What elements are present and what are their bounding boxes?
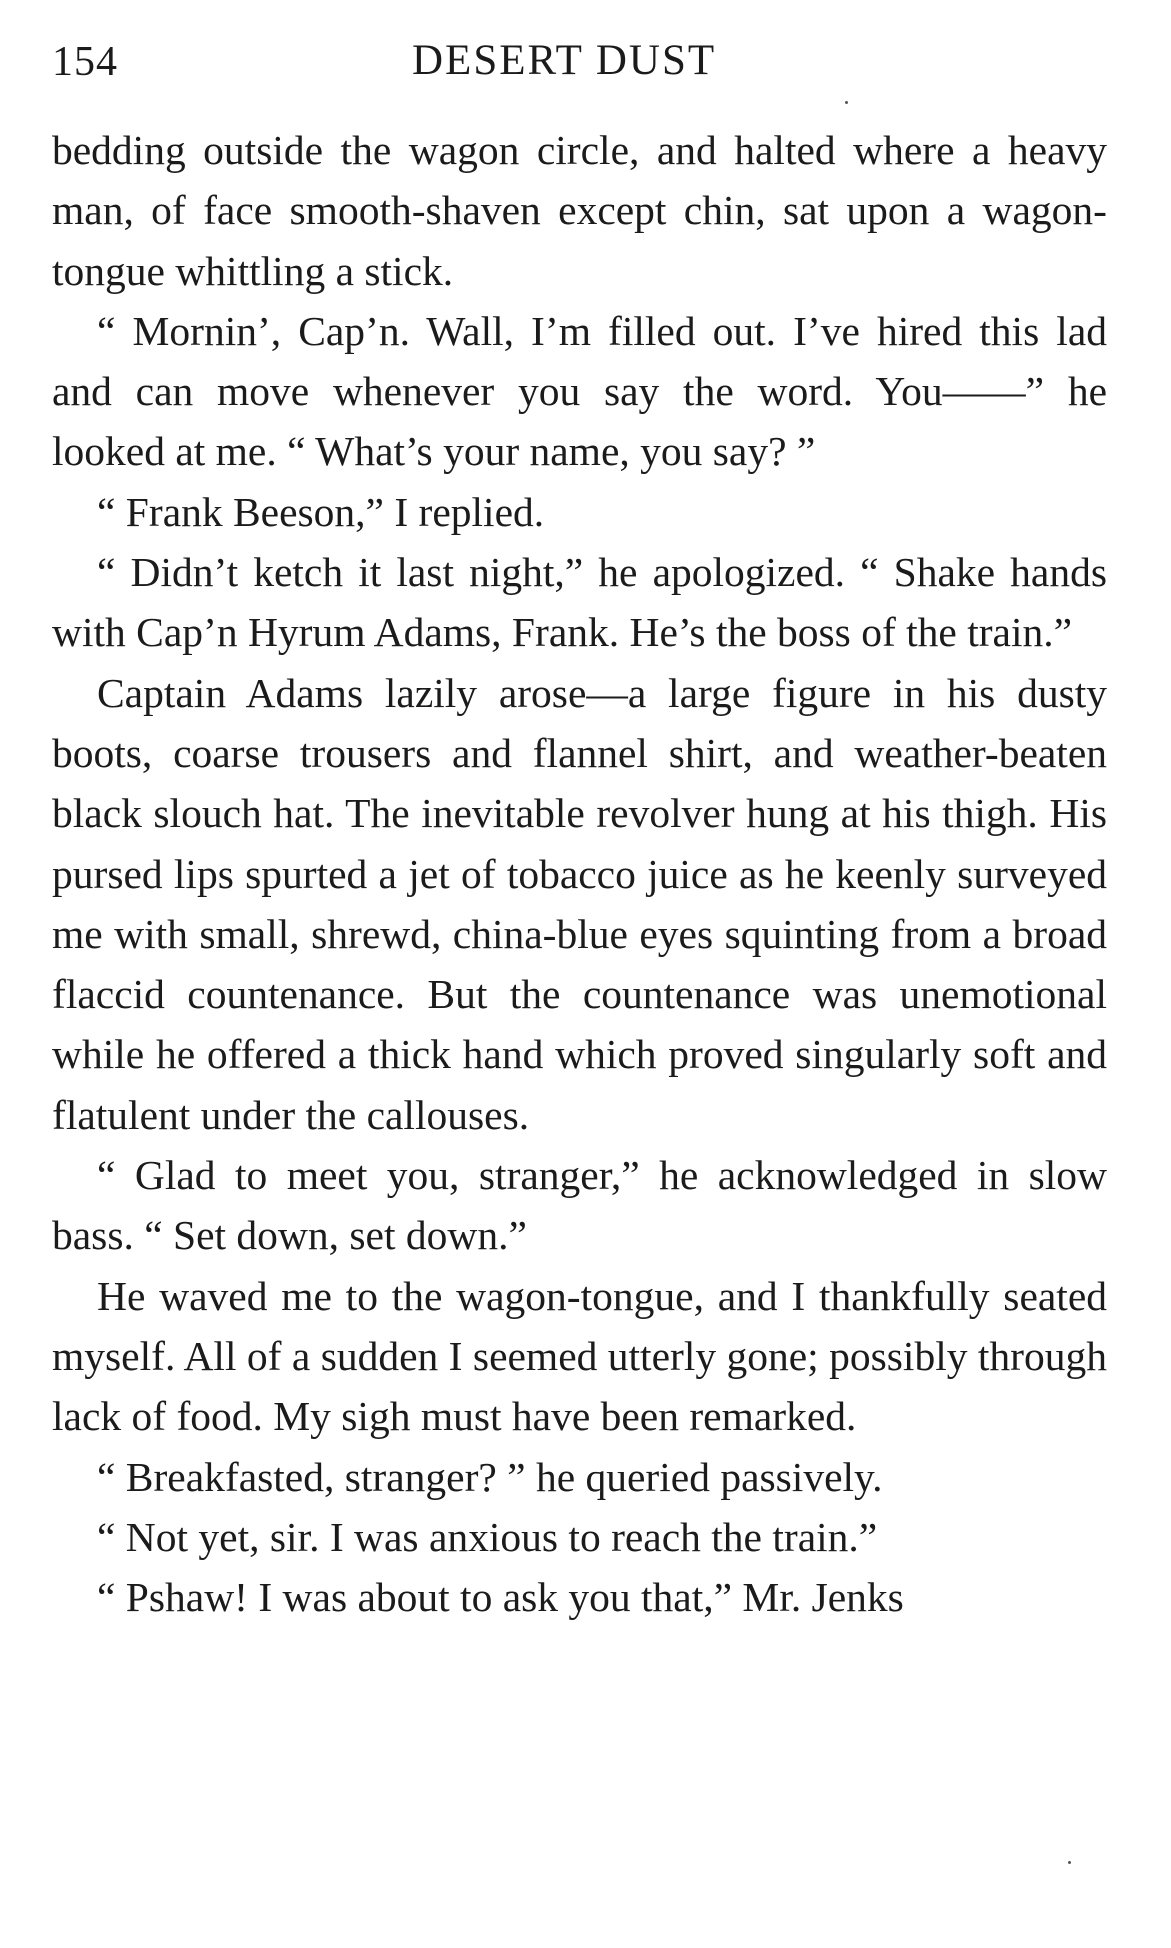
print-speck: [1068, 1861, 1071, 1864]
paragraph: “ Breakfasted, stranger? ” he queried passively.: [97, 1453, 883, 1500]
page-header: [52, 30, 1107, 90]
running-head: DESERT DUST: [412, 37, 717, 84]
paragraph: “ Pshaw! I was about to ask you that,” Mr. Jenks: [97, 1574, 904, 1621]
paragraph: “ Glad to meet you, stranger,” he acknowledged in slow bass. “ Set down, set down.”: [52, 1152, 1107, 1259]
paragraph: “ Not yet, sir. I was anxious to reach the train.”: [97, 1513, 878, 1560]
paragraph: bedding outside the wagon circle, and halted where a heavy man, of face smooth-shaven except chin, sat upon a wagon-tongue whittling a stick.: [52, 127, 1107, 294]
paragraph: He waved me to the wagon-tongue, and I thankfully seated myself. All of a sudden I seemed utterly gone; possibly through lack of food. My sigh must have been remarked.: [52, 1272, 1107, 1440]
body-text: [52, 120, 1107, 1627]
print-speck: [845, 101, 848, 104]
paragraph: “ Didn’t ketch it last night,” he apologized. “ Shake hands with Cap’n Hyrum Adams, Frank. He’s the boss of the train.”: [52, 549, 1107, 656]
paragraph: Captain Adams lazily arose—a large figure in his dusty boots, coarse trousers and flannel shirt, and weather-beaten black slouch hat. The inevitable revolver hung at his thigh. His pursed lips spurted a jet of tobacco juice as he keenly surveyed me with small, shrewd, china-blue eyes squinting from a broad flaccid countenance. But the countenance was unemotional while he offered a thick hand which proved singularly soft and flatulent under the callouses.: [52, 669, 1107, 1138]
paragraph: “ Frank Beeson,” I replied.: [97, 488, 545, 535]
paragraph: “ Mornin’, Cap’n. Wall, I’m filled out. I’ve hired this lad and can move whenever you say the word. You——” he looked at me. “ What’s your name, you say? ”: [52, 307, 1107, 475]
page-number: 154: [52, 39, 118, 85]
